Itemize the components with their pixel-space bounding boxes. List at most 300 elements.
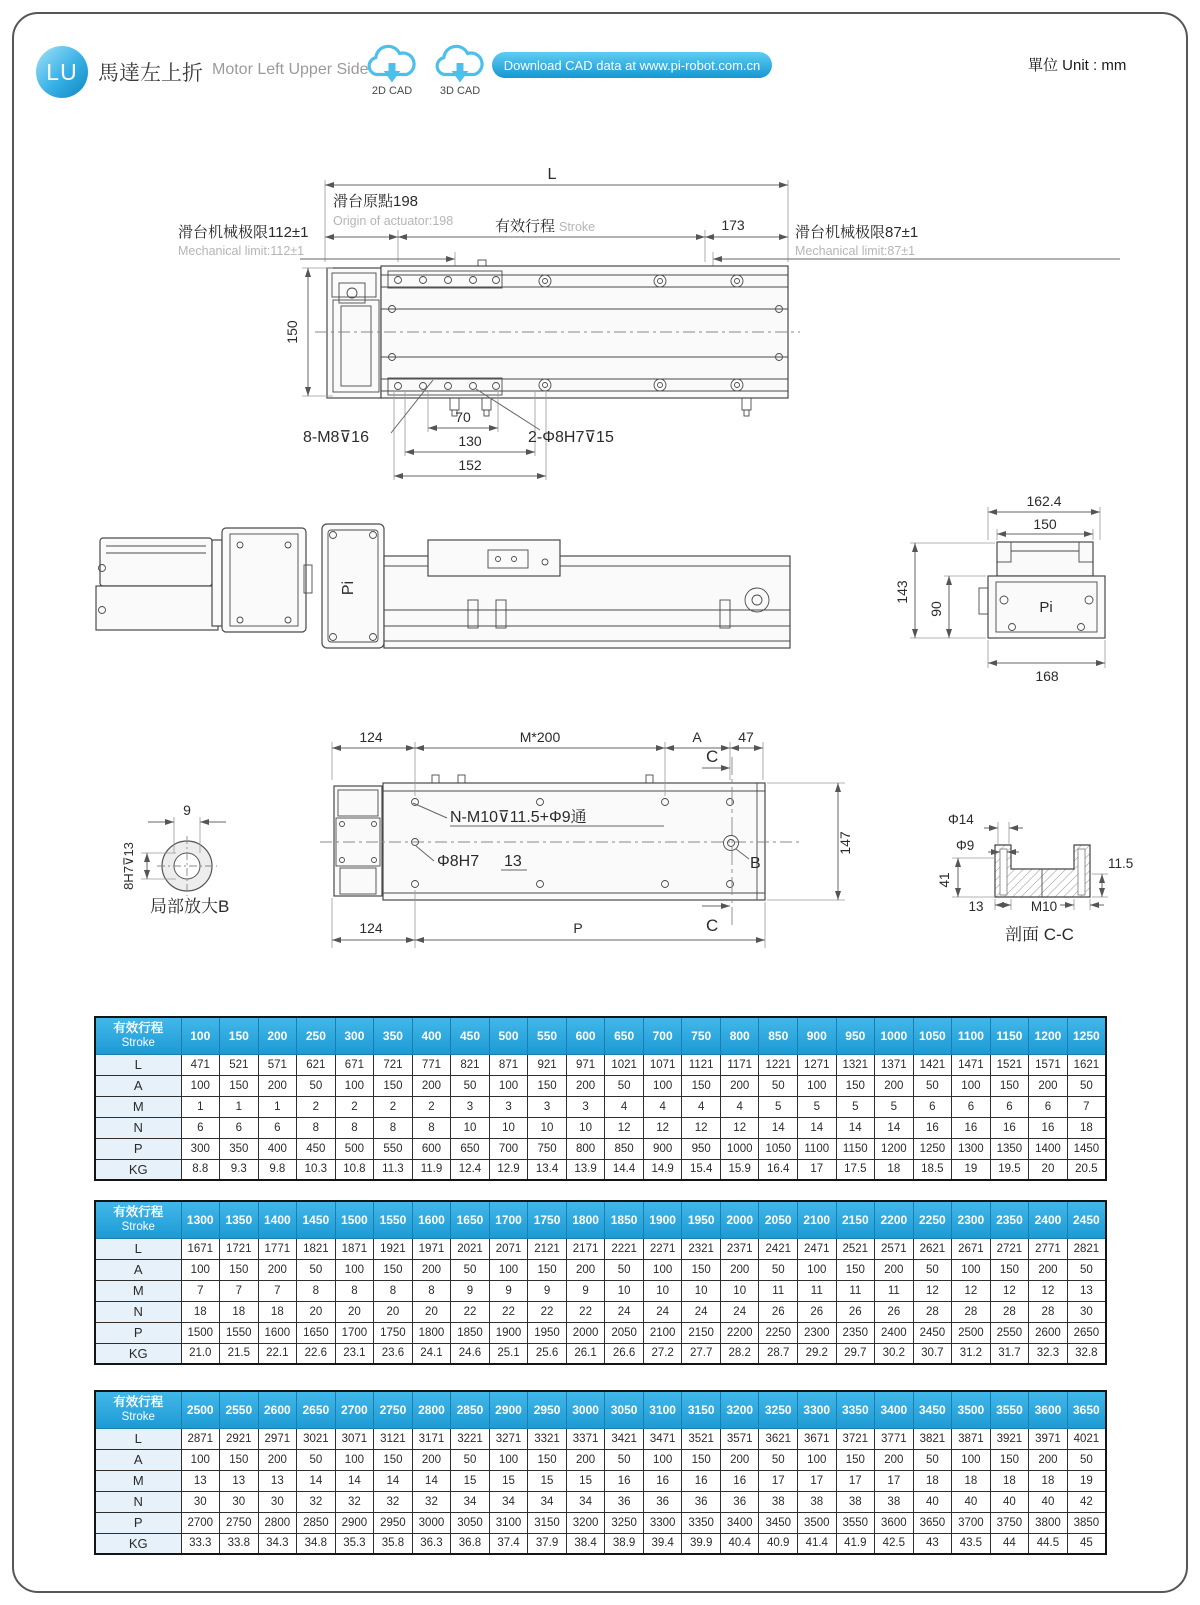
stroke-header-cell: 2800 — [412, 1391, 451, 1428]
section-c-top-label: C — [706, 747, 719, 766]
row-label: A — [95, 1449, 181, 1470]
value-cell: 1121 — [682, 1054, 721, 1075]
value-cell: 1800 — [412, 1322, 451, 1343]
row-label: KG — [95, 1533, 181, 1554]
cc-dim-11-5: 11.5 — [1108, 856, 1134, 871]
stroke-header-cell: 400 — [412, 1017, 451, 1054]
value-cell: 12 — [643, 1117, 682, 1138]
stroke-header-cell: 1050 — [913, 1017, 952, 1054]
value-cell: 100 — [489, 1259, 528, 1280]
limit-right-zh: 滑台机械极限87±1 — [795, 224, 919, 241]
value-cell: 200 — [258, 1449, 297, 1470]
value-cell: 3221 — [451, 1428, 490, 1449]
value-cell: 16 — [643, 1470, 682, 1491]
value-cell: 11.3 — [374, 1159, 413, 1180]
value-cell: 200 — [412, 1075, 451, 1096]
value-cell: 27.7 — [682, 1343, 721, 1364]
value-cell: 14 — [875, 1117, 914, 1138]
value-cell: 2671 — [952, 1238, 991, 1259]
value-cell: 3300 — [643, 1512, 682, 1533]
stroke-header-cell: 1150 — [990, 1017, 1029, 1054]
value-cell: 30 — [1067, 1301, 1106, 1322]
value-cell: 3371 — [566, 1428, 605, 1449]
row-label: N — [95, 1491, 181, 1512]
mechanical-limit-right — [713, 223, 1120, 266]
value-cell: 200 — [875, 1449, 914, 1470]
value-cell: 14.9 — [643, 1159, 682, 1180]
value-cell: 5 — [836, 1096, 875, 1117]
stroke-header-cell: 1100 — [952, 1017, 991, 1054]
value-cell: 6 — [1029, 1096, 1068, 1117]
value-cell: 40.9 — [759, 1533, 798, 1554]
value-cell: 9 — [451, 1280, 490, 1301]
motor-end-view — [96, 528, 312, 632]
value-cell: 1921 — [374, 1238, 413, 1259]
value-cell: 50 — [913, 1075, 952, 1096]
value-cell: 1550 — [220, 1322, 259, 1343]
value-cell: 8 — [412, 1117, 451, 1138]
row-label: L — [95, 1428, 181, 1449]
section-cc-caption: 剖面 C-C — [1005, 925, 1074, 944]
value-cell: 19.5 — [990, 1159, 1029, 1180]
value-cell: 10 — [643, 1280, 682, 1301]
value-cell: 44 — [990, 1533, 1029, 1554]
dim-147-label: 147 — [837, 831, 853, 855]
value-cell: 2250 — [759, 1322, 798, 1343]
value-cell: 40 — [952, 1491, 991, 1512]
value-cell: 2271 — [643, 1238, 682, 1259]
value-cell: 150 — [990, 1449, 1029, 1470]
label-B: B — [750, 855, 761, 872]
value-cell: 2500 — [952, 1322, 991, 1343]
download-cad-button[interactable]: Download CAD data at www.pi-robot.com.cn — [492, 52, 772, 78]
value-cell: 24 — [605, 1301, 644, 1322]
value-cell: 15 — [451, 1470, 490, 1491]
pi-logo-side: Pi — [340, 580, 357, 596]
value-cell: 850 — [605, 1138, 644, 1159]
value-cell: 200 — [566, 1259, 605, 1280]
value-cell: 6 — [990, 1096, 1029, 1117]
value-cell: 38 — [836, 1491, 875, 1512]
value-cell: 17 — [759, 1470, 798, 1491]
value-cell: 39.9 — [682, 1533, 721, 1554]
value-cell: 50 — [451, 1075, 490, 1096]
value-cell: 28 — [1029, 1301, 1068, 1322]
value-cell: 3450 — [759, 1512, 798, 1533]
value-cell: 1221 — [759, 1054, 798, 1075]
stroke-header-cell: 200 — [258, 1017, 297, 1054]
row-label: P — [95, 1138, 181, 1159]
value-cell: 1771 — [258, 1238, 297, 1259]
value-cell: 150 — [374, 1449, 413, 1470]
value-cell: 3400 — [720, 1512, 759, 1533]
cross-section-end-view — [979, 542, 1105, 638]
value-cell: 29.7 — [836, 1343, 875, 1364]
value-cell: 33.3 — [181, 1533, 220, 1554]
value-cell: 750 — [528, 1138, 567, 1159]
stroke-header-cell: 1200 — [1029, 1017, 1068, 1054]
value-cell: 2450 — [913, 1322, 952, 1343]
value-cell: 771 — [412, 1054, 451, 1075]
value-cell: 2971 — [258, 1428, 297, 1449]
stroke-header-label: 有效行程 Stroke — [95, 1017, 181, 1054]
side-views-drawing — [80, 495, 1140, 695]
value-cell: 2821 — [1067, 1238, 1106, 1259]
value-cell: 12.9 — [489, 1159, 528, 1180]
value-cell: 1621 — [1067, 1054, 1106, 1075]
value-cell: 8 — [297, 1117, 336, 1138]
value-cell: 1600 — [258, 1322, 297, 1343]
value-cell: 1500 — [181, 1322, 220, 1343]
value-cell: 22 — [451, 1301, 490, 1322]
value-cell: 100 — [335, 1075, 374, 1096]
value-cell: 40 — [913, 1491, 952, 1512]
value-cell: 10.3 — [297, 1159, 336, 1180]
value-cell: 521 — [220, 1054, 259, 1075]
value-cell: 3700 — [952, 1512, 991, 1533]
value-cell: 500 — [335, 1138, 374, 1159]
value-cell: 2400 — [875, 1322, 914, 1343]
stroke-header-cell: 700 — [643, 1017, 682, 1054]
actuator-bottom-view — [320, 775, 800, 900]
value-cell: 6 — [220, 1117, 259, 1138]
value-cell: 1200 — [875, 1138, 914, 1159]
value-cell: 23.1 — [335, 1343, 374, 1364]
value-cell: 38 — [759, 1491, 798, 1512]
value-cell: 10 — [682, 1280, 721, 1301]
value-cell: 34 — [451, 1491, 490, 1512]
value-cell: 28.7 — [759, 1343, 798, 1364]
cad-2d-download[interactable] — [362, 44, 422, 97]
value-cell: 16 — [990, 1117, 1029, 1138]
value-cell: 100 — [643, 1449, 682, 1470]
value-cell: 9 — [566, 1280, 605, 1301]
value-cell: 100 — [952, 1259, 991, 1280]
value-cell: 18 — [952, 1470, 991, 1491]
stroke-header-cell: 2000 — [720, 1201, 759, 1238]
limit-right-en: Mechanical limit:87±1 — [795, 244, 916, 258]
value-cell: 50 — [297, 1075, 336, 1096]
stroke-header-cell: 3500 — [952, 1391, 991, 1428]
value-cell: 4 — [605, 1096, 644, 1117]
actuator-side-view — [322, 524, 790, 648]
value-cell: 3150 — [528, 1512, 567, 1533]
value-cell: 2650 — [1067, 1322, 1106, 1343]
value-cell: 3021 — [297, 1428, 336, 1449]
cloud-download-icon — [433, 44, 487, 84]
value-cell: 950 — [682, 1138, 721, 1159]
row-label: KG — [95, 1159, 181, 1180]
value-cell: 200 — [1029, 1259, 1068, 1280]
value-cell: 971 — [566, 1054, 605, 1075]
value-cell: 7 — [181, 1280, 220, 1301]
value-cell: 10 — [489, 1117, 528, 1138]
value-cell: 6 — [181, 1117, 220, 1138]
value-cell: 16.4 — [759, 1159, 798, 1180]
value-cell: 3271 — [489, 1428, 528, 1449]
value-cell: 3500 — [798, 1512, 837, 1533]
value-cell: 13 — [220, 1470, 259, 1491]
row-label: M — [95, 1096, 181, 1117]
stroke-header-cell: 2600 — [258, 1391, 297, 1428]
stroke-header-cell: 2850 — [451, 1391, 490, 1428]
stroke-header-cell: 1400 — [258, 1201, 297, 1238]
stroke-header-cell: 150 — [220, 1017, 259, 1054]
stroke-header-cell: 900 — [798, 1017, 837, 1054]
stroke-header-cell: 3450 — [913, 1391, 952, 1428]
value-cell: 550 — [374, 1138, 413, 1159]
value-cell: 200 — [1029, 1075, 1068, 1096]
value-cell: 28 — [990, 1301, 1029, 1322]
value-cell: 36.3 — [412, 1533, 451, 1554]
cc-dim-phi14: Φ14 — [948, 812, 974, 827]
top-view-drawing — [80, 150, 1140, 510]
value-cell: 471 — [181, 1054, 220, 1075]
stroke-header-cell: 3200 — [720, 1391, 759, 1428]
value-cell: 3750 — [990, 1512, 1029, 1533]
stroke-header-cell: 3400 — [875, 1391, 914, 1428]
value-cell: 921 — [528, 1054, 567, 1075]
value-cell: 16 — [952, 1117, 991, 1138]
value-cell: 17 — [875, 1470, 914, 1491]
value-cell: 34 — [566, 1491, 605, 1512]
origin-label-zh: 滑台原點198 — [333, 193, 419, 210]
row-label: N — [95, 1117, 181, 1138]
value-cell: 2900 — [335, 1512, 374, 1533]
dim-stroke-row — [325, 193, 788, 262]
value-cell: 1850 — [451, 1322, 490, 1343]
stroke-header-cell: 2950 — [528, 1391, 567, 1428]
value-cell: 1471 — [952, 1054, 991, 1075]
value-cell: 40 — [990, 1491, 1029, 1512]
value-cell: 2 — [412, 1096, 451, 1117]
value-cell: 28 — [952, 1301, 991, 1322]
value-cell: 1950 — [528, 1322, 567, 1343]
value-cell: 10 — [605, 1280, 644, 1301]
value-cell: 2021 — [451, 1238, 490, 1259]
stroke-header-cell: 750 — [682, 1017, 721, 1054]
dim-90-label: 90 — [928, 601, 944, 617]
value-cell: 25.6 — [528, 1343, 567, 1364]
stroke-header-cell: 2300 — [952, 1201, 991, 1238]
value-cell: 3671 — [798, 1428, 837, 1449]
value-cell: 20.5 — [1067, 1159, 1106, 1180]
stroke-header-cell: 800 — [720, 1017, 759, 1054]
value-cell: 4 — [682, 1096, 721, 1117]
value-cell: 2471 — [798, 1238, 837, 1259]
value-cell: 2550 — [990, 1322, 1029, 1343]
value-cell: 50 — [451, 1259, 490, 1280]
limit-left-en: Mechanical limit:112±1 — [178, 244, 305, 258]
value-cell: 14 — [759, 1117, 798, 1138]
value-cell: 38 — [875, 1491, 914, 1512]
value-cell: 3 — [528, 1096, 567, 1117]
value-cell: 1671 — [181, 1238, 220, 1259]
section-c-bottom-label: C — [706, 916, 719, 935]
cloud-download-icon — [365, 44, 419, 84]
value-cell: 40.4 — [720, 1533, 759, 1554]
stroke-header-cell: 2350 — [990, 1201, 1029, 1238]
value-cell: 17 — [798, 1159, 837, 1180]
stroke-header-cell: 2250 — [913, 1201, 952, 1238]
value-cell: 36 — [720, 1491, 759, 1512]
value-cell: 3871 — [952, 1428, 991, 1449]
value-cell: 6 — [952, 1096, 991, 1117]
stroke-header-cell: 3250 — [759, 1391, 798, 1428]
value-cell: 2700 — [181, 1512, 220, 1533]
value-cell: 1071 — [643, 1054, 682, 1075]
value-cell: 50 — [605, 1449, 644, 1470]
label-8-m8: 8-M8⊽16 — [303, 429, 369, 446]
value-cell: 31.7 — [990, 1343, 1029, 1364]
value-cell: 150 — [990, 1259, 1029, 1280]
stroke-header-cell: 1800 — [566, 1201, 605, 1238]
cad-3d-label: 3D CAD — [439, 85, 481, 97]
value-cell: 41.9 — [836, 1533, 875, 1554]
dim-m200-label: M*200 — [519, 729, 561, 745]
value-cell: 1021 — [605, 1054, 644, 1075]
value-cell: 4 — [720, 1096, 759, 1117]
stroke-header-cell: 1600 — [412, 1201, 451, 1238]
value-cell: 22 — [489, 1301, 528, 1322]
value-cell: 8.8 — [181, 1159, 220, 1180]
value-cell: 3100 — [489, 1512, 528, 1533]
label-phi8h7-depth: 13 — [504, 853, 522, 870]
value-cell: 19 — [1067, 1470, 1106, 1491]
value-cell: 821 — [451, 1054, 490, 1075]
stroke-spec-table-1 — [94, 1016, 1107, 1181]
value-cell: 11 — [836, 1280, 875, 1301]
row-label: KG — [95, 1343, 181, 1364]
cc-dim-phi9: Φ9 — [956, 838, 975, 853]
value-cell: 12 — [990, 1280, 1029, 1301]
value-cell: 2921 — [220, 1428, 259, 1449]
value-cell: 150 — [682, 1259, 721, 1280]
value-cell: 650 — [451, 1138, 490, 1159]
dim-173-label: 173 — [721, 217, 745, 233]
value-cell: 2100 — [643, 1322, 682, 1343]
value-cell: 25.1 — [489, 1343, 528, 1364]
value-cell: 14 — [798, 1117, 837, 1138]
value-cell: 15.9 — [720, 1159, 759, 1180]
value-cell: 26.1 — [566, 1343, 605, 1364]
value-cell: 8 — [412, 1280, 451, 1301]
dim-124-top-label: 124 — [359, 729, 383, 745]
dim-70-130-152 — [394, 392, 546, 480]
cc-dim-41: 41 — [937, 872, 952, 888]
value-cell: 17.5 — [836, 1159, 875, 1180]
value-cell: 2950 — [374, 1512, 413, 1533]
value-cell: 13 — [1067, 1280, 1106, 1301]
value-cell: 200 — [720, 1259, 759, 1280]
value-cell: 30 — [181, 1491, 220, 1512]
value-cell: 11 — [875, 1280, 914, 1301]
value-cell: 150 — [836, 1259, 875, 1280]
value-cell: 16 — [1029, 1117, 1068, 1138]
value-cell: 50 — [913, 1449, 952, 1470]
value-cell: 150 — [836, 1449, 875, 1470]
value-cell: 9.3 — [220, 1159, 259, 1180]
value-cell: 37.4 — [489, 1533, 528, 1554]
value-cell: 3771 — [875, 1428, 914, 1449]
value-cell: 14 — [374, 1470, 413, 1491]
value-cell: 2 — [374, 1096, 413, 1117]
value-cell: 19 — [952, 1159, 991, 1180]
value-cell: 15 — [528, 1470, 567, 1491]
value-cell: 50 — [759, 1449, 798, 1470]
value-cell: 43.5 — [952, 1533, 991, 1554]
value-cell: 200 — [875, 1259, 914, 1280]
value-cell: 1 — [220, 1096, 259, 1117]
row-label: P — [95, 1512, 181, 1533]
value-cell: 200 — [258, 1075, 297, 1096]
value-cell: 15 — [489, 1470, 528, 1491]
value-cell: 7 — [258, 1280, 297, 1301]
value-cell: 42 — [1067, 1491, 1106, 1512]
dim-124-bottom-label: 124 — [359, 920, 383, 936]
value-cell: 1871 — [335, 1238, 374, 1259]
value-cell: 100 — [798, 1449, 837, 1470]
value-cell: 1000 — [720, 1138, 759, 1159]
value-cell: 30.2 — [875, 1343, 914, 1364]
value-cell: 13.9 — [566, 1159, 605, 1180]
value-cell: 150 — [220, 1449, 259, 1470]
mechanical-limit-left — [178, 223, 455, 266]
value-cell: 200 — [875, 1075, 914, 1096]
value-cell: 2800 — [258, 1512, 297, 1533]
value-cell: 24.6 — [451, 1343, 490, 1364]
value-cell: 1321 — [836, 1054, 875, 1075]
cad-3d-download[interactable] — [430, 44, 490, 97]
dim-70-label: 70 — [455, 409, 471, 425]
value-cell: 3521 — [682, 1428, 721, 1449]
value-cell: 14 — [836, 1117, 875, 1138]
value-cell: 8 — [374, 1117, 413, 1138]
row-label: L — [95, 1054, 181, 1075]
stroke-header-cell: 1300 — [181, 1201, 220, 1238]
value-cell: 16 — [720, 1470, 759, 1491]
value-cell: 2421 — [759, 1238, 798, 1259]
value-cell: 50 — [451, 1449, 490, 1470]
value-cell: 30 — [258, 1491, 297, 1512]
stroke-label-en: Stroke — [559, 220, 596, 234]
detail-b-view — [121, 802, 229, 916]
stroke-header-cell: 2650 — [297, 1391, 336, 1428]
value-cell: 200 — [720, 1449, 759, 1470]
value-cell: 36 — [605, 1491, 644, 1512]
value-cell: 8 — [335, 1280, 374, 1301]
stroke-header-cell: 2200 — [875, 1201, 914, 1238]
value-cell: 1521 — [990, 1054, 1029, 1075]
value-cell: 2200 — [720, 1322, 759, 1343]
value-cell: 12.4 — [451, 1159, 490, 1180]
value-cell: 1 — [258, 1096, 297, 1117]
stroke-header-label: 有效行程 Stroke — [95, 1391, 181, 1428]
value-cell: 1100 — [798, 1138, 837, 1159]
value-cell: 1271 — [798, 1054, 837, 1075]
value-cell: 3571 — [720, 1428, 759, 1449]
value-cell: 44.5 — [1029, 1533, 1068, 1554]
stroke-header-cell: 1850 — [605, 1201, 644, 1238]
value-cell: 50 — [297, 1259, 336, 1280]
value-cell: 24 — [682, 1301, 721, 1322]
dim-143-label: 143 — [894, 580, 910, 604]
stroke-header-cell: 600 — [566, 1017, 605, 1054]
value-cell: 50 — [1067, 1449, 1106, 1470]
value-cell: 150 — [220, 1259, 259, 1280]
cad-2d-label: 2D CAD — [371, 85, 413, 97]
value-cell: 12 — [682, 1117, 721, 1138]
